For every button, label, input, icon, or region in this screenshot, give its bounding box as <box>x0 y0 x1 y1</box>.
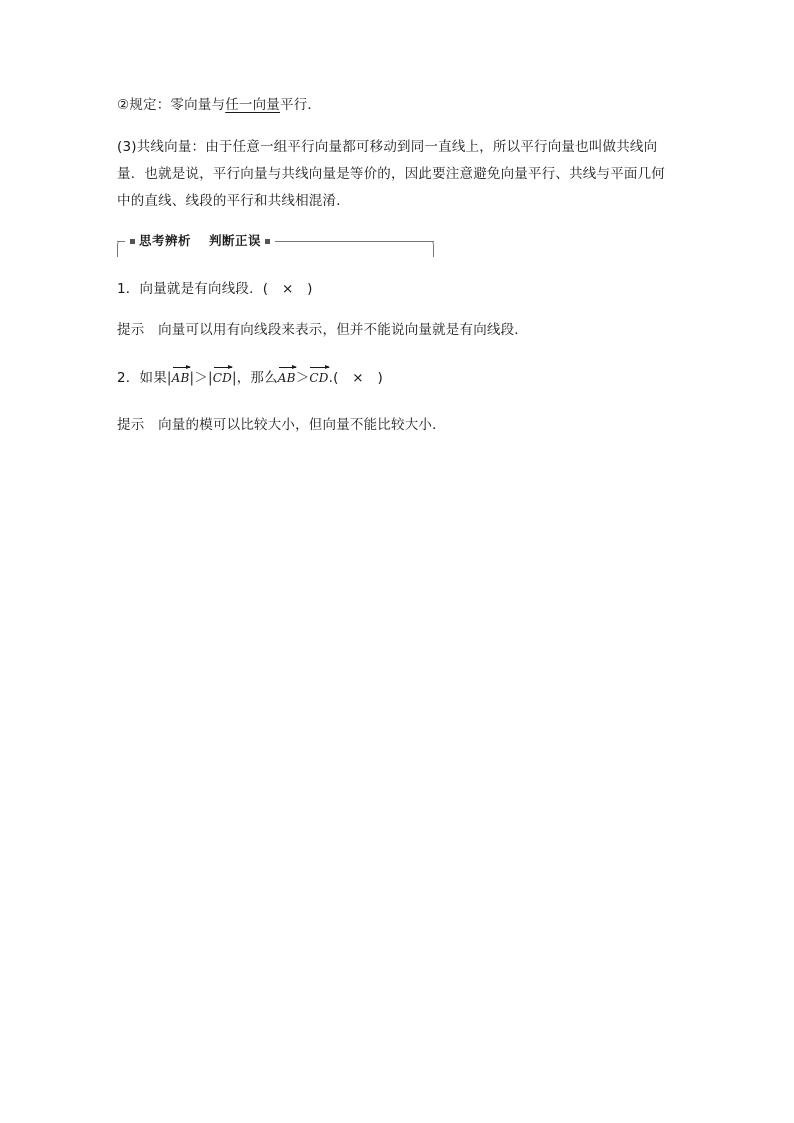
vector-ab: AB <box>171 371 190 385</box>
collinear-line-2: 量．也就是说，平行向量与共线向量是等价的，因此要注意避免向量平行、共线与平面几何 <box>117 166 665 182</box>
collinear-line-3: 中的直线、线段的平行和共线相混淆． <box>117 193 350 209</box>
question-2-hint: 提示 向量的模可以比较大小，但向量不能比较大小． <box>117 417 446 433</box>
section-header <box>117 235 434 259</box>
vector-ab-2: AB <box>277 371 296 385</box>
question-2 <box>117 369 383 387</box>
q2-bar-4: | <box>231 370 237 386</box>
section-corner-right <box>429 241 434 257</box>
vector-cd-2: CD <box>309 371 329 385</box>
q2-suffix: .( × ) <box>328 370 383 386</box>
q2-prefix: 2．如果 <box>117 370 167 386</box>
q2-bar-3: | <box>207 370 213 386</box>
rule-zero-vector <box>117 96 321 114</box>
collinear-line-1: (3)共线向量：由于任意一组平行向量都可移动到同一直线上，所以平行向量也叫做共线向 <box>117 139 658 155</box>
q2-greater-2: ＞ <box>295 370 310 386</box>
section-title-part1: 思考辨析 <box>139 233 192 248</box>
question-1-hint: 提示 向量可以用有向线段来表示，但并不能说向量就是有向线段． <box>117 322 528 338</box>
rule-zero-suffix: 平行． <box>280 97 322 113</box>
section-label <box>125 234 275 248</box>
section-corner-left <box>117 241 122 257</box>
question-1: 1．向量就是有向线段．( × ) <box>117 281 313 297</box>
square-bullet-icon <box>265 239 270 244</box>
q2-bar-2: | <box>189 370 195 386</box>
section-title-part2: 判断正误 <box>209 233 262 248</box>
q2-mid: ，那么 <box>236 370 278 386</box>
q2-greater-1: ＞ <box>194 370 208 386</box>
vector-cd: CD <box>212 371 232 385</box>
square-bullet-icon <box>130 239 135 244</box>
rule-zero-underlined: 任一向量 <box>225 97 281 113</box>
rule-zero-prefix: ②规定：零向量与 <box>117 97 226 113</box>
q2-bar-1: | <box>166 370 172 386</box>
